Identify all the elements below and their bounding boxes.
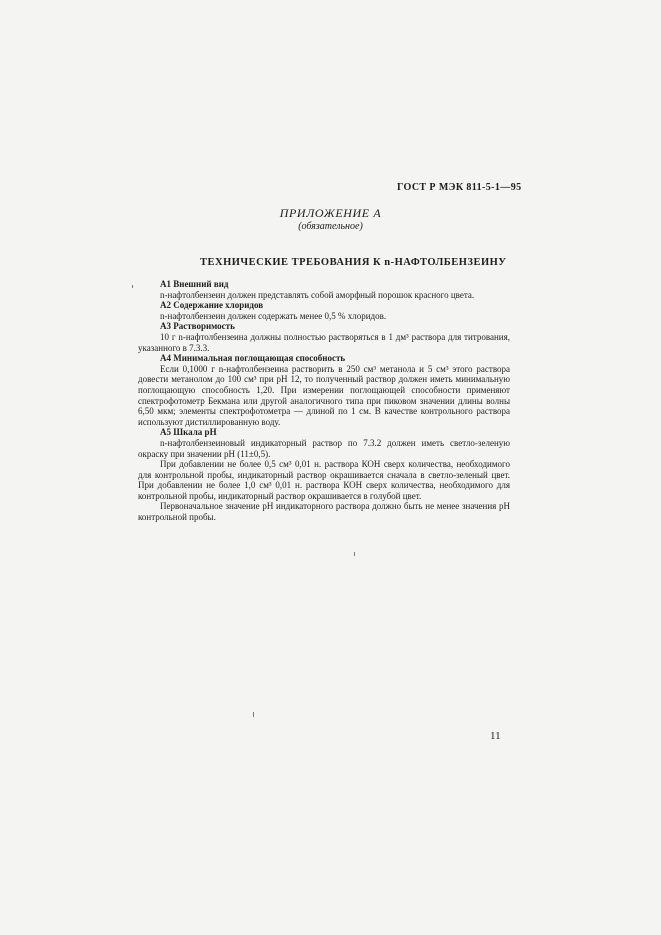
- section-a2-heading: А2 Содержание хлоридов: [160, 300, 264, 311]
- document-title: ТЕХНИЧЕСКИЕ ТРЕБОВАНИЯ К n-НАФТОЛБЕНЗЕИНУ: [200, 257, 507, 268]
- appendix-title: ПРИЛОЖЕНИЕ А: [279, 206, 382, 220]
- section-a5-paragraph-1: n-нафтолбензеиновый индикаторный раствор по 7.3.2 должен иметь светло-зеленую окраску при значении pH (11±0,5).: [138, 437, 510, 459]
- section-a5-heading: А5 Шкала pH: [160, 427, 217, 438]
- section-a1-heading: А1 Внешний вид: [160, 279, 229, 289]
- section-a4-heading: А4 Минимальная поглощающая способность: [160, 353, 346, 364]
- section-a4-text: Если 0,1000 г n-нафтолбензеина растворить в 250 см³ метанола и 5 см³ этого раствора довести метанолом до 100 см³ при pH 12, то полученный раствор должен иметь минимальную поглощающую способность 1,20. При измерении поглощающей способности применяют спектрофотометр Бекмана или другой аналогичного типа при пиковом значении длины волны 6,50 мкм; элементы спектрофотометра — длиной по 1 см. В качестве контрольного раствора используют дистиллированную воду.: [138, 363, 510, 427]
- page-number: 11: [490, 730, 501, 742]
- section-a3-text: 10 г n-нафтолбензеина должны полностью растворяться в 1 дм³ раствора для титрования, указанного в 7.3.3.: [138, 331, 510, 353]
- scan-speck: [132, 285, 133, 288]
- standard-header: ГОСТ Р МЭК 811-5-1—95: [397, 182, 522, 193]
- scan-speck: [253, 712, 254, 717]
- document-body: [138, 279, 510, 523]
- scan-speck: [354, 552, 355, 556]
- section-a5-paragraph-3: Первоначальное значение pH индикаторного раствора должно быть не менее значения pH контрольной пробы.: [138, 501, 510, 523]
- section-a2-text: n-нафтолбензеин должен содержать менее 0,5 % хлоридов.: [160, 310, 387, 321]
- section-a1-text: n-нафтолбензеин должен представлять собой аморфный порошок красного цвета.: [160, 289, 475, 300]
- appendix-subtitle: (обязательное): [298, 221, 363, 232]
- section-a3-heading: А3 Растворимость: [160, 321, 235, 332]
- section-a5-paragraph-2: При добавлении не более 0,5 см³ 0,01 н. раствора КОН сверх количества, необходимого для контрольной пробы, индикаторный раствор окрашивается сначала в светло-зеленый цвет. При добавлении не более 1,0 см³ 0,01 н. раствора КОН сверх количества, необходимого для контрольной пробы, индикаторный раствор окрашивается в голубой цвет.: [138, 459, 510, 501]
